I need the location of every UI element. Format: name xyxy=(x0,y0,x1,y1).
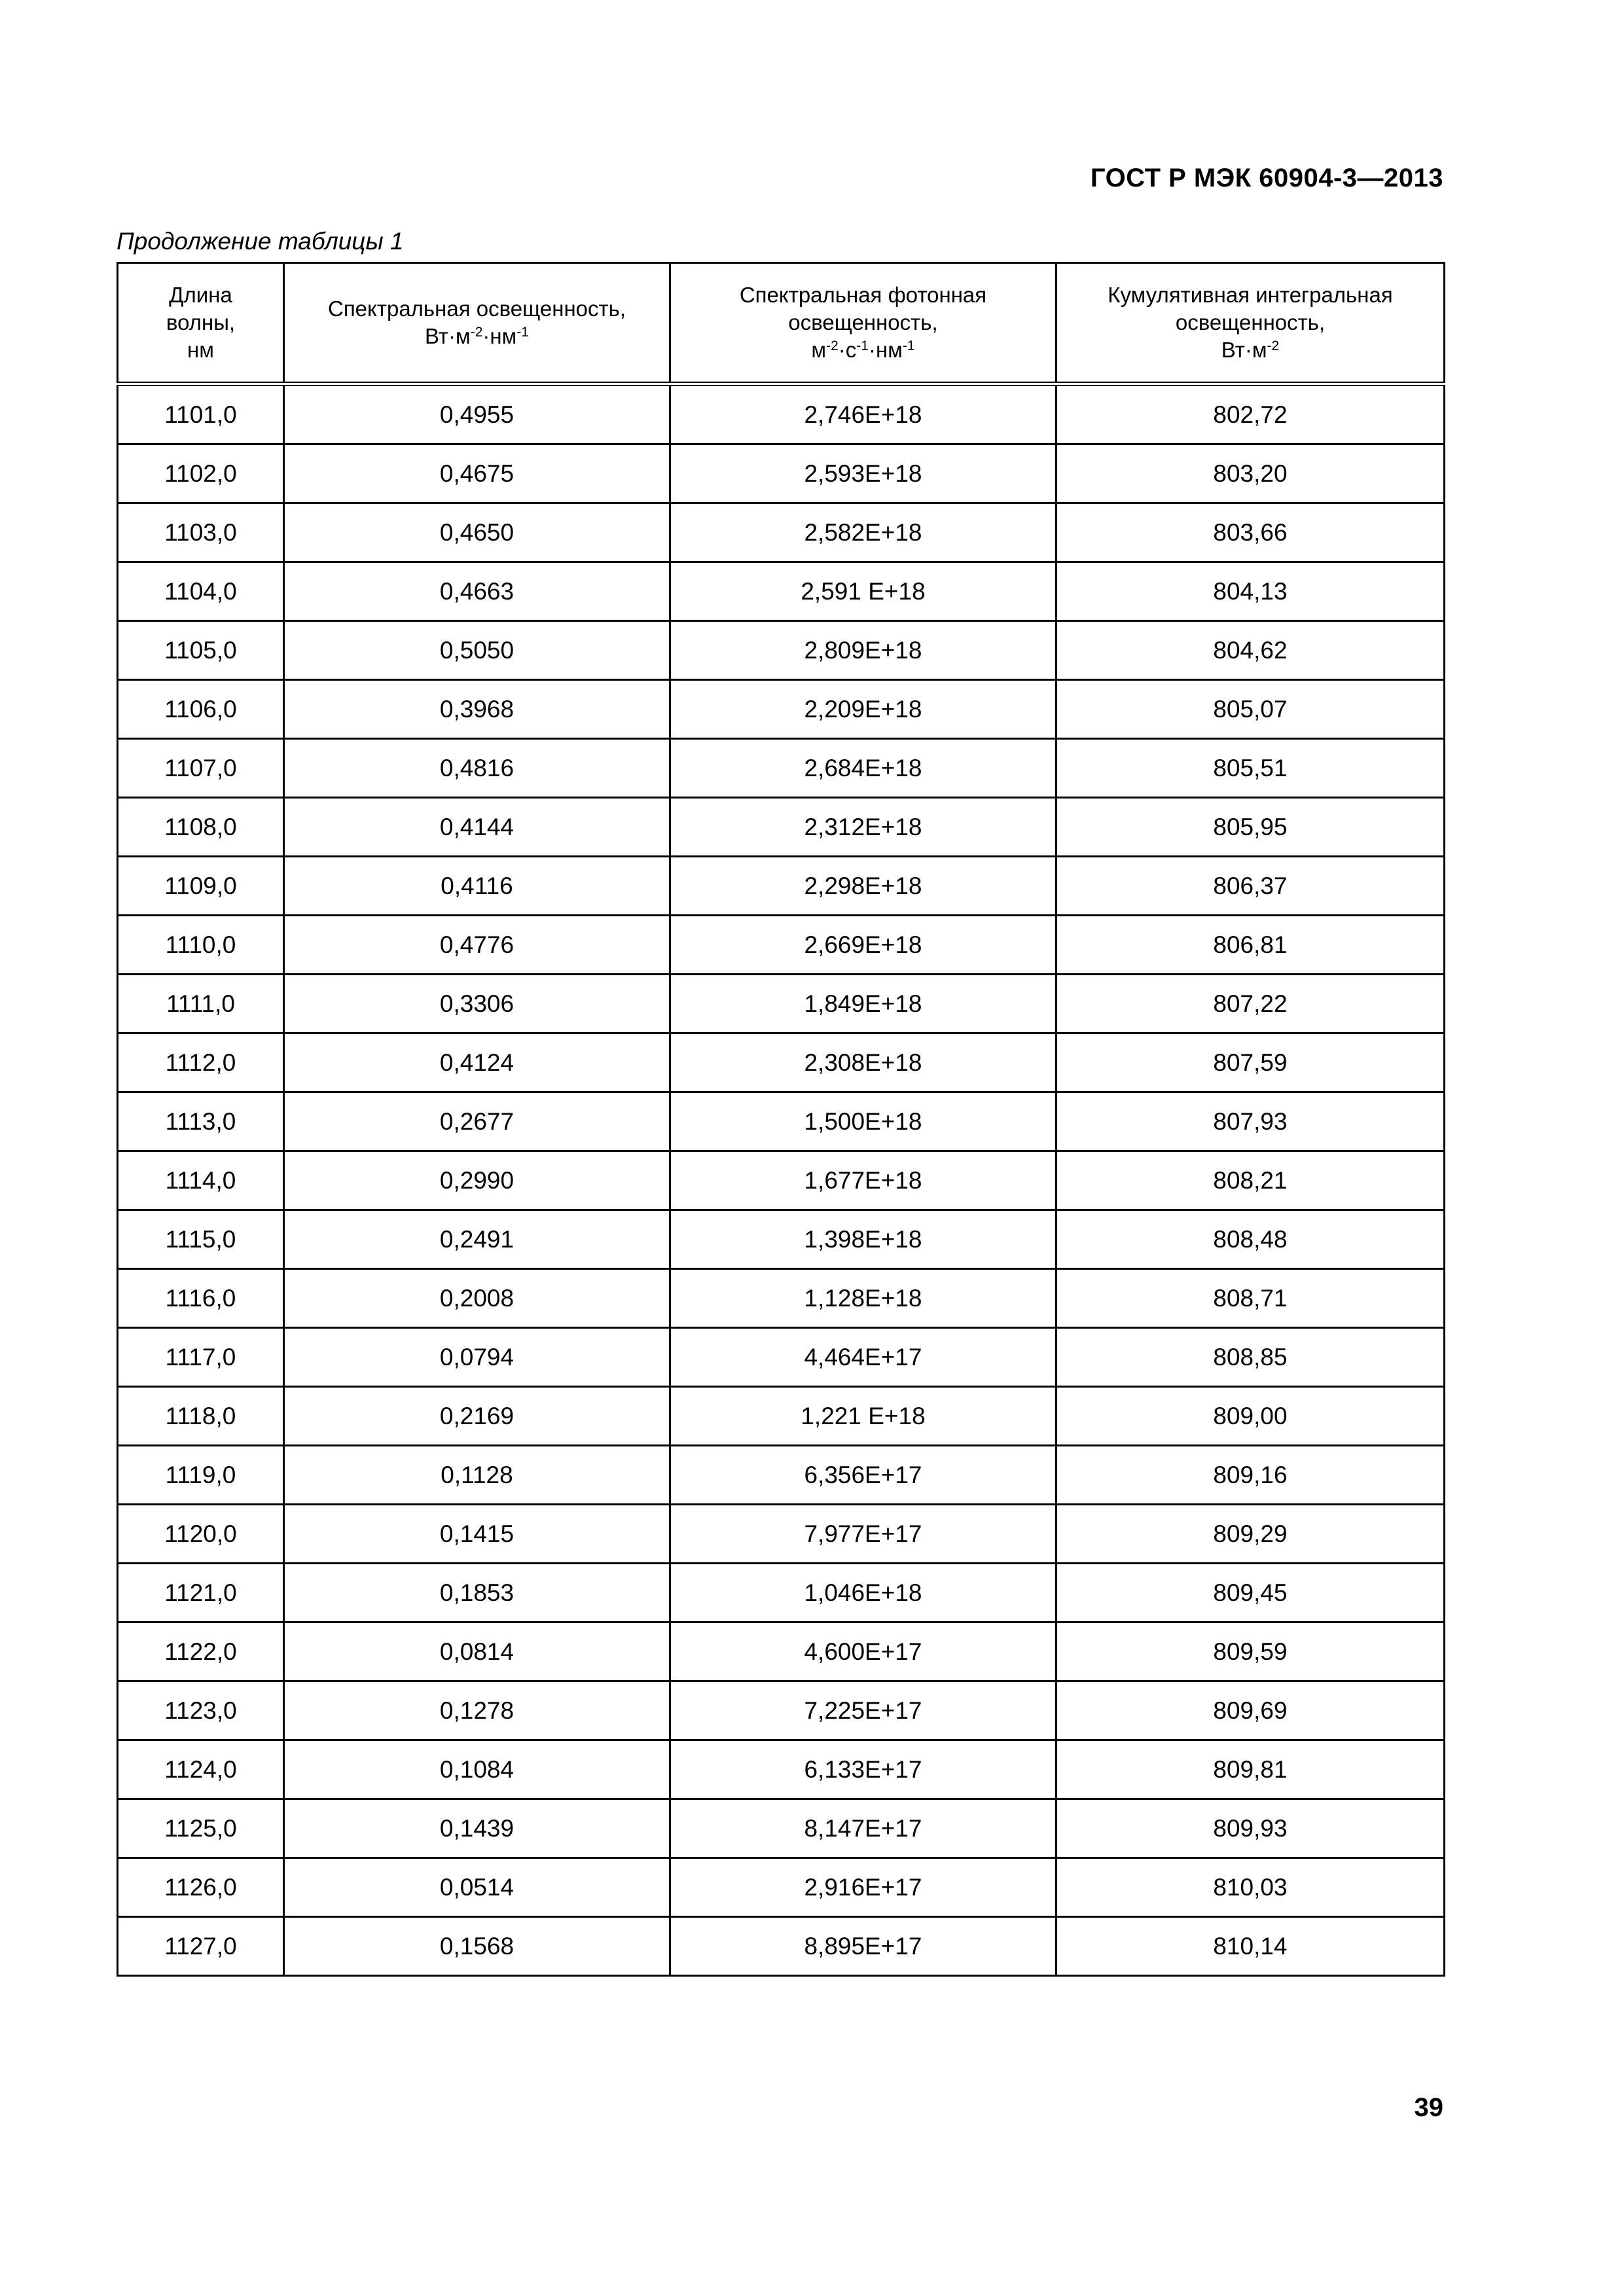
cumulative-irradiance-cell: 809,45 xyxy=(1056,1564,1445,1623)
header-line: Кумулятивная интегральная xyxy=(1108,283,1393,307)
table-row xyxy=(118,1328,1445,1387)
cumulative-irradiance-cell: 808,48 xyxy=(1056,1210,1445,1269)
photon-irradiance-cell: 1,128E+18 xyxy=(670,1269,1056,1328)
header-line: Спектральная фотонная xyxy=(739,283,987,307)
spectral-irradiance-cell: 0,2169 xyxy=(284,1387,670,1446)
table-row xyxy=(118,1269,1445,1328)
cumulative-irradiance-cell: 809,81 xyxy=(1056,1740,1445,1799)
spectral-irradiance-cell: 0,0794 xyxy=(284,1328,670,1387)
cumulative-irradiance-cell: 807,59 xyxy=(1056,1033,1445,1092)
spectral-irradiance-cell: 0,0814 xyxy=(284,1623,670,1681)
table-header-row xyxy=(118,263,1445,384)
spectral-irradiance-cell: 0,1568 xyxy=(284,1917,670,1976)
spectral-irradiance-cell: 0,1278 xyxy=(284,1681,670,1740)
photon-irradiance-cell: 2,669E+18 xyxy=(670,916,1056,975)
table-row xyxy=(118,1564,1445,1623)
table-caption: Продолжение таблицы 1 xyxy=(117,228,404,255)
table-row xyxy=(118,503,1445,562)
cumulative-irradiance-cell: 809,93 xyxy=(1056,1799,1445,1858)
header-line: Длина xyxy=(169,283,232,307)
spectral-irradiance-cell: 0,3968 xyxy=(284,680,670,739)
spectral-irradiance-cell: 0,1853 xyxy=(284,1564,670,1623)
photon-irradiance-cell: 1,849E+18 xyxy=(670,975,1056,1033)
wavelength-cell: 1103,0 xyxy=(118,503,284,562)
cumulative-irradiance-cell: 805,51 xyxy=(1056,739,1445,798)
spectral-irradiance-cell: 0,4776 xyxy=(284,916,670,975)
table-row xyxy=(118,1210,1445,1269)
photon-irradiance-cell: 2,593E+18 xyxy=(670,444,1056,503)
spectral-irradiance-cell: 0,3306 xyxy=(284,975,670,1033)
spectral-irradiance-cell: 0,1128 xyxy=(284,1446,670,1505)
wavelength-cell: 1124,0 xyxy=(118,1740,284,1799)
spectral-irradiance-cell: 0,4650 xyxy=(284,503,670,562)
cumulative-irradiance-cell: 809,16 xyxy=(1056,1446,1445,1505)
spectral-irradiance-cell: 0,4663 xyxy=(284,562,670,621)
wavelength-cell: 1106,0 xyxy=(118,680,284,739)
photon-irradiance-cell: 2,298E+18 xyxy=(670,857,1056,916)
wavelength-cell: 1125,0 xyxy=(118,1799,284,1858)
photon-irradiance-cell: 1,398E+18 xyxy=(670,1210,1056,1269)
cumulative-irradiance-cell: 804,13 xyxy=(1056,562,1445,621)
photon-irradiance-cell: 7,977E+17 xyxy=(670,1505,1056,1564)
cumulative-irradiance-cell: 805,07 xyxy=(1056,680,1445,739)
spectral-irradiance-cell: 0,5050 xyxy=(284,621,670,680)
wavelength-cell: 1116,0 xyxy=(118,1269,284,1328)
table-row xyxy=(118,1505,1445,1564)
wavelength-cell: 1104,0 xyxy=(118,562,284,621)
cumulative-irradiance-cell: 802,72 xyxy=(1056,384,1445,444)
spectral-irradiance-cell: 0,1084 xyxy=(284,1740,670,1799)
table-row xyxy=(118,975,1445,1033)
header-line: освещенность, xyxy=(1175,310,1326,334)
header-unit: $Вт\cdot м^{-2}$ xyxy=(1221,338,1280,362)
spectral-irradiance-cell: 0,4116 xyxy=(284,857,670,916)
photon-irradiance-cell: 1,046E+18 xyxy=(670,1564,1056,1623)
wavelength-cell: 1107,0 xyxy=(118,739,284,798)
photon-irradiance-cell: 7,225E+17 xyxy=(670,1681,1056,1740)
table-row xyxy=(118,444,1445,503)
table-row xyxy=(118,1033,1445,1092)
spectral-irradiance-cell: 0,4675 xyxy=(284,444,670,503)
header-unit: $м^{-2}\cdot с^{-1}\cdot нм^{-1}$ xyxy=(811,338,915,362)
cumulative-irradiance-cell: 807,22 xyxy=(1056,975,1445,1033)
wavelength-cell: 1113,0 xyxy=(118,1092,284,1151)
spectral-irradiance-cell: 0,2677 xyxy=(284,1092,670,1151)
wavelength-cell: 1114,0 xyxy=(118,1151,284,1210)
wavelength-cell: 1121,0 xyxy=(118,1564,284,1623)
cumulative-irradiance-cell: 810,14 xyxy=(1056,1917,1445,1976)
spectral-irradiance-cell: 0,1415 xyxy=(284,1505,670,1564)
table-row xyxy=(118,680,1445,739)
spectral-irradiance-cell: 0,0514 xyxy=(284,1858,670,1917)
table-row xyxy=(118,1799,1445,1858)
table-row xyxy=(118,739,1445,798)
photon-irradiance-cell: 2,746E+18 xyxy=(670,384,1056,444)
table-row xyxy=(118,1681,1445,1740)
header-unit: $Вт\cdot м^{-2}\cdot нм^{-1}$ xyxy=(425,324,529,348)
photon-irradiance-cell: 4,464E+17 xyxy=(670,1328,1056,1387)
cumulative-irradiance-cell: 807,93 xyxy=(1056,1092,1445,1151)
wavelength-cell: 1115,0 xyxy=(118,1210,284,1269)
column-header-wavelength xyxy=(118,263,284,384)
wavelength-cell: 1101,0 xyxy=(118,384,284,444)
table-row xyxy=(118,916,1445,975)
wavelength-cell: 1109,0 xyxy=(118,857,284,916)
photon-irradiance-cell: 2,308E+18 xyxy=(670,1033,1056,1092)
table-row xyxy=(118,857,1445,916)
wavelength-cell: 1119,0 xyxy=(118,1446,284,1505)
table-row xyxy=(118,1446,1445,1505)
cumulative-irradiance-cell: 808,85 xyxy=(1056,1328,1445,1387)
photon-irradiance-cell: 2,312E+18 xyxy=(670,798,1056,857)
spectral-irradiance-table xyxy=(117,262,1445,1977)
table-row xyxy=(118,1387,1445,1446)
wavelength-cell: 1112,0 xyxy=(118,1033,284,1092)
photon-irradiance-cell: 4,600E+17 xyxy=(670,1623,1056,1681)
spectral-irradiance-cell: 0,2990 xyxy=(284,1151,670,1210)
spectral-irradiance-cell: 0,1439 xyxy=(284,1799,670,1858)
wavelength-cell: 1123,0 xyxy=(118,1681,284,1740)
photon-irradiance-cell: 1,221 E+18 xyxy=(670,1387,1056,1446)
wavelength-cell: 1108,0 xyxy=(118,798,284,857)
wavelength-cell: 1126,0 xyxy=(118,1858,284,1917)
spectral-irradiance-cell: 0,4816 xyxy=(284,739,670,798)
cumulative-irradiance-cell: 803,66 xyxy=(1056,503,1445,562)
table-row xyxy=(118,1623,1445,1681)
table-row xyxy=(118,1740,1445,1799)
wavelength-cell: 1102,0 xyxy=(118,444,284,503)
page-number: 39 xyxy=(1414,2093,1443,2122)
photon-irradiance-cell: 8,147E+17 xyxy=(670,1799,1056,1858)
wavelength-cell: 1122,0 xyxy=(118,1623,284,1681)
header-line: нм xyxy=(187,338,214,362)
column-header-spectral-photon-irradiance xyxy=(670,263,1056,384)
photon-irradiance-cell: 6,133E+17 xyxy=(670,1740,1056,1799)
photon-irradiance-cell: 2,582E+18 xyxy=(670,503,1056,562)
header-line: волны, xyxy=(166,310,236,334)
spectral-irradiance-cell: 0,2008 xyxy=(284,1269,670,1328)
cumulative-irradiance-cell: 805,95 xyxy=(1056,798,1445,857)
cumulative-irradiance-cell: 808,21 xyxy=(1056,1151,1445,1210)
document-code: ГОСТ Р МЭК 60904-3—2013 xyxy=(1090,164,1443,192)
column-header-cumulative-irradiance xyxy=(1056,263,1445,384)
cumulative-irradiance-cell: 806,81 xyxy=(1056,916,1445,975)
cumulative-irradiance-cell: 810,03 xyxy=(1056,1858,1445,1917)
cumulative-irradiance-cell: 809,69 xyxy=(1056,1681,1445,1740)
table-row xyxy=(118,621,1445,680)
spectral-irradiance-cell: 0,4955 xyxy=(284,384,670,444)
photon-irradiance-cell: 1,500E+18 xyxy=(670,1092,1056,1151)
cumulative-irradiance-cell: 809,00 xyxy=(1056,1387,1445,1446)
photon-irradiance-cell: 6,356E+17 xyxy=(670,1446,1056,1505)
photon-irradiance-cell: 2,916E+17 xyxy=(670,1858,1056,1917)
wavelength-cell: 1111,0 xyxy=(118,975,284,1033)
spectral-irradiance-cell: 0,4144 xyxy=(284,798,670,857)
table-row xyxy=(118,562,1445,621)
cumulative-irradiance-cell: 804,62 xyxy=(1056,621,1445,680)
cumulative-irradiance-cell: 803,20 xyxy=(1056,444,1445,503)
wavelength-cell: 1120,0 xyxy=(118,1505,284,1564)
spectral-irradiance-cell: 0,2491 xyxy=(284,1210,670,1269)
column-header-spectral-irradiance xyxy=(284,263,670,384)
table-row xyxy=(118,798,1445,857)
photon-irradiance-cell: 2,684E+18 xyxy=(670,739,1056,798)
cumulative-irradiance-cell: 808,71 xyxy=(1056,1269,1445,1328)
photon-irradiance-cell: 1,677E+18 xyxy=(670,1151,1056,1210)
photon-irradiance-cell: 8,895E+17 xyxy=(670,1917,1056,1976)
cumulative-irradiance-cell: 809,29 xyxy=(1056,1505,1445,1564)
wavelength-cell: 1117,0 xyxy=(118,1328,284,1387)
table-row xyxy=(118,1092,1445,1151)
table-row xyxy=(118,1151,1445,1210)
table-row xyxy=(118,1917,1445,1976)
header-line: Спектральная освещенность, xyxy=(327,296,626,321)
wavelength-cell: 1105,0 xyxy=(118,621,284,680)
photon-irradiance-cell: 2,209E+18 xyxy=(670,680,1056,739)
photon-irradiance-cell: 2,809E+18 xyxy=(670,621,1056,680)
cumulative-irradiance-cell: 806,37 xyxy=(1056,857,1445,916)
wavelength-cell: 1110,0 xyxy=(118,916,284,975)
wavelength-cell: 1118,0 xyxy=(118,1387,284,1446)
spectral-irradiance-cell: 0,4124 xyxy=(284,1033,670,1092)
wavelength-cell: 1127,0 xyxy=(118,1917,284,1976)
table-body xyxy=(118,384,1445,1976)
header-line: освещенность, xyxy=(788,310,938,334)
cumulative-irradiance-cell: 809,59 xyxy=(1056,1623,1445,1681)
photon-irradiance-cell: 2,591 E+18 xyxy=(670,562,1056,621)
table-row xyxy=(118,384,1445,444)
table-row xyxy=(118,1858,1445,1917)
